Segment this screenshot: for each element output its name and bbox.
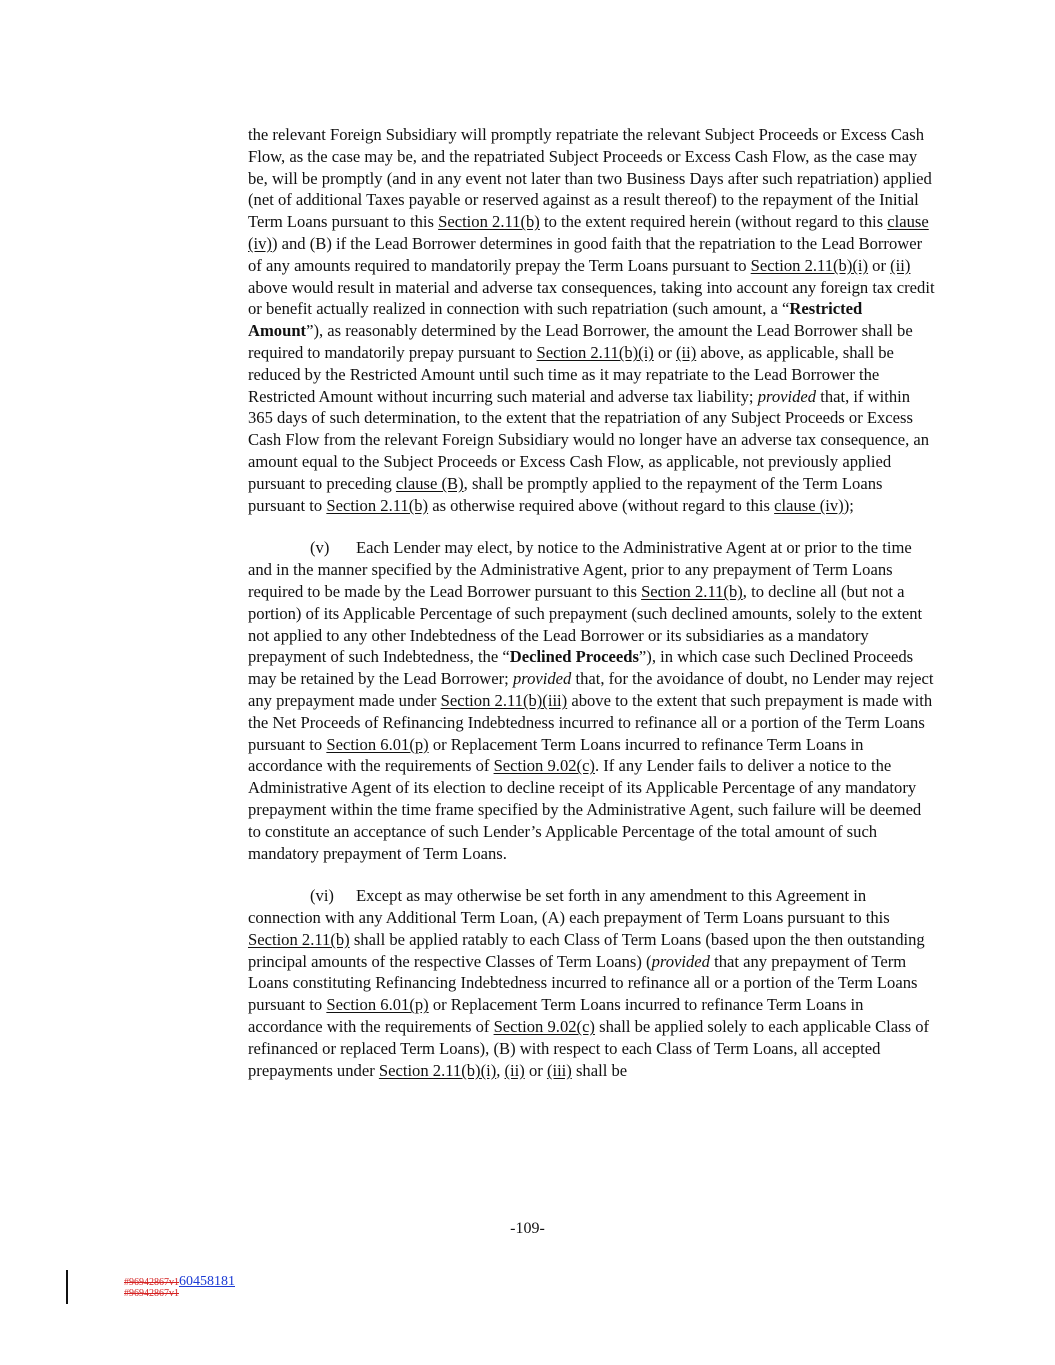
text: above would result in material and adverse tax consequences, taking into account any foreign tax credit or benefit actually realized in connection with such repatriation (such amount, a “ [248, 277, 935, 319]
clause-reference: clause (iv) [774, 495, 844, 515]
text: above to the extent that such prepayment is made with the Net Proceeds of Refinancing Indebtedness incurred to refinance all or a portion of the Term Loans pursuant to [248, 690, 933, 754]
text: Except as may otherwise be set forth in any amendment to this Agreement in connection with any Additional Term Loan, (A) each prepayment of Term Loans pursuant to this [248, 886, 890, 928]
emphasis: provided [512, 669, 572, 689]
section-reference: Section 6.01(p) [326, 734, 429, 754]
paragraph-number: (vi) [310, 886, 334, 906]
clause-reference: (ii) [504, 1060, 525, 1080]
text: shall be [571, 1060, 628, 1080]
clause-reference: (iii) [546, 1060, 572, 1080]
text: to the extent required herein (without regard to this [539, 212, 888, 232]
defined-term: Declined Proceeds [509, 647, 639, 667]
section-reference: Section 2.11(b) [438, 212, 540, 232]
paragraph-vi [248, 885, 938, 1081]
text: . If any Lender fails to deliver a notice to the Administrative Agent of its election to decline receipt of its Applicable Percentage of any mandatory prepayment within the time frame specified by the Administrative Agent, such failure will be deemed to constitute an acceptance of such Lender’s Applicable Percentage of the total amount of such mandatory prepayment of Term Loans. [248, 756, 922, 863]
paragraph-v [248, 537, 938, 864]
clause-reference: (ii) [675, 342, 697, 362]
text: or [524, 1060, 547, 1080]
section-reference: Section 2.11(b)(i) [536, 342, 654, 362]
text: , to decline all (but not a portion) of its Applicable Percentage of such prepayment (such declined amounts, solely to the extent not applied to any other Indebtedness of the Lead Borrower or its subsidiaries as a mandatory prepayment of such Indebtedness, the “ [248, 581, 923, 667]
section-reference: Section 2.11(b)(i) [378, 1060, 497, 1080]
deleted-document-id: #96942867v1 [124, 1277, 179, 1288]
clause-reference: clause (iv) [248, 212, 929, 253]
section-reference: Section 6.01(p) [326, 995, 429, 1015]
text: ”), as reasonably determined by the Lead Borrower, the amount the Lead Borrower shall be required to mandatorily prepay pursuant to [248, 321, 913, 362]
section-reference: Section 2.11(b)(iii) [440, 690, 568, 710]
text: ); [843, 495, 854, 515]
change-bar [66, 1270, 68, 1304]
defined-term: Restricted Amount [248, 299, 863, 341]
text: ”), in which case such Declined Proceeds may be retained by the Lead Borrower; [248, 647, 914, 689]
text: , [496, 1060, 505, 1080]
text: or Replacement Term Loans incurred to refinance Term Loans in accordance with the requirements of [248, 995, 864, 1037]
clause-reference: clause (B) [395, 473, 464, 493]
text: that, if within 365 days of such determination, to the extent that the repatriation of any Subject Proceeds or Excess Cash Flow from the relevant Foreign Subsidiary would no longer have an adverse tax consequence, an amount equal to the Subject Proceeds or Excess Cash Flow, as applicable, not previously applied pursuant to preceding [248, 386, 930, 493]
text: as otherwise required above (without regard to this [428, 495, 775, 515]
section-reference: Section 2.11(b)(i) [750, 255, 869, 275]
document-id-footer [124, 1272, 235, 1299]
text: or [868, 255, 891, 275]
text: or Replacement Term Loans incurred to refinance Term Loans in accordance with the requirements of [248, 734, 864, 776]
text: Each Lender may elect, by notice to the Administrative Agent at or prior to the time and in the manner specified by the Administrative Agent, prior to any prepayment of Term Loans required to be made by the Lead Borrower pursuant to this [248, 538, 912, 601]
text: above, as applicable, shall be reduced by the Restricted Amount until such time as it may repatriate to the Lead Borrower the Restricted Amount without incurring such material and adverse tax liability; [248, 342, 894, 406]
emphasis: provided [651, 951, 710, 971]
text: that any prepayment of Term Loans constituting Refinancing Indebtedness incurred to refinance all or a portion of the Term Loans pursuant to [248, 951, 918, 1015]
section-reference: Section 2.11(b) [248, 929, 350, 949]
text: shall be applied solely to each applicable Class of refinanced or replaced Term Loans), (B) with respect to each Class of Term Loans, all accepted prepayments under [248, 1017, 930, 1080]
section-reference: Section 2.11(b) [641, 581, 743, 601]
page-number: -109- [510, 1220, 545, 1237]
text: that, for the avoidance of doubt, no Lender may reject any prepayment made under [248, 669, 934, 710]
inserted-document-id: 60458181 [179, 1274, 235, 1289]
paragraph-number: (v) [310, 538, 330, 558]
document-body [248, 124, 938, 1102]
text: shall be applied ratably to each Class of Term Loans (based upon the then outstanding principal amounts of the respective Classes of Term Loans) ( [248, 929, 925, 971]
clause-reference: (ii) [890, 255, 911, 275]
emphasis: provided [757, 386, 817, 406]
text: the relevant Foreign Subsidiary will promptly repatriate the relevant Subject Proceeds or Excess Cash Flow, as the case may be, and the repatriated Subject Proceeds or Excess Cash Flow, as the case may be, will be promptly (and in any event not later than two Business Days after such repatriation) applied (net of additional Taxes payable or reserved against as a result thereof) to the repayment of the Initial Term Loans pursuant to this [248, 125, 932, 232]
deleted-document-id-2: #96942867v1 [124, 1288, 179, 1299]
section-reference: Section 9.02(c) [493, 1017, 595, 1037]
text: , shall be promptly applied to the repayment of the Term Loans pursuant to [248, 473, 883, 515]
section-reference: Section 2.11(b) [326, 495, 429, 515]
paragraph-iv-continuation [248, 124, 938, 516]
text: ) and (B) if the Lead Borrower determines in good faith that the repatriation to the Lead Borrower of any amounts required to mandatorily prepay the Term Loans pursuant to [248, 233, 923, 275]
section-reference: Section 9.02(c) [493, 756, 595, 776]
text: or [653, 342, 676, 362]
